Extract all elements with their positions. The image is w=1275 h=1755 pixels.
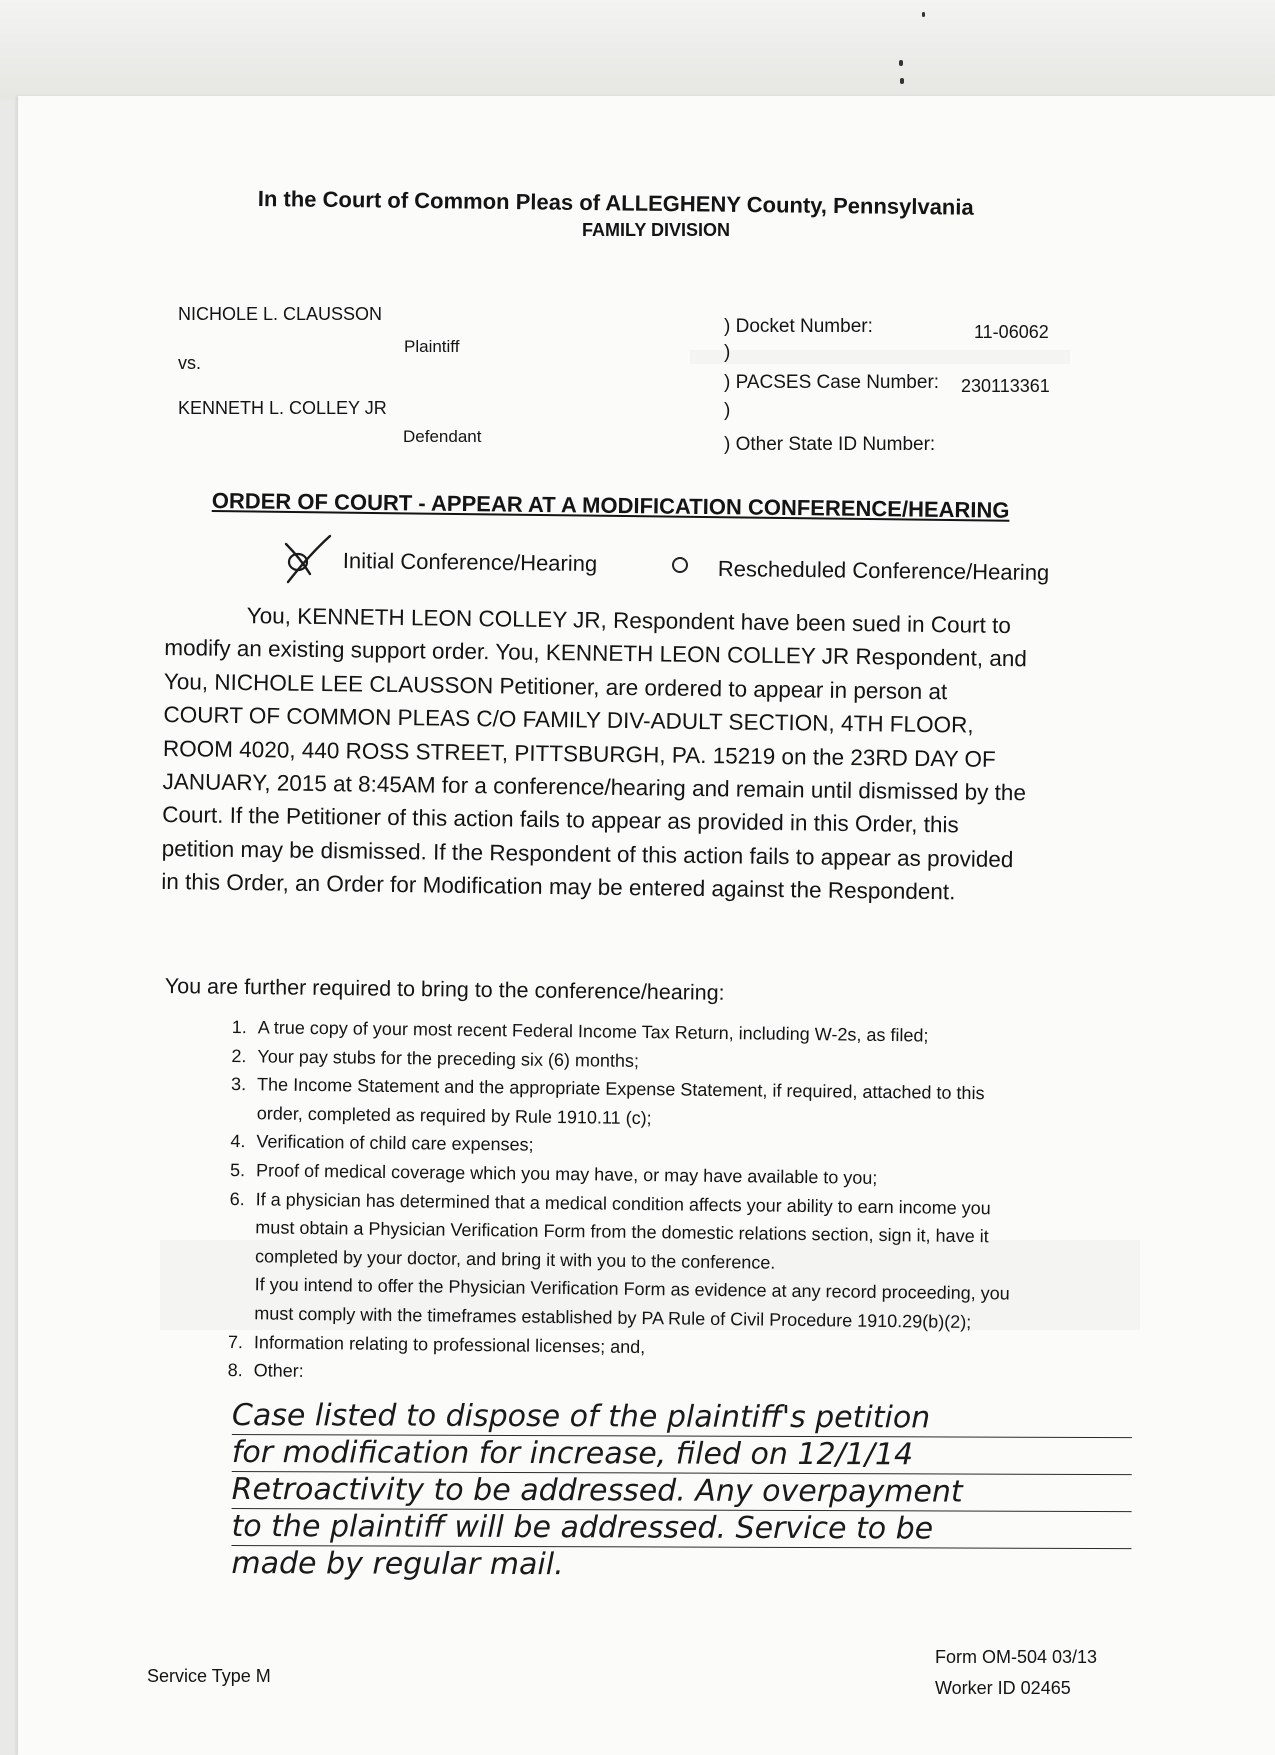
item-text: Verification of child care expenses; [256, 1131, 534, 1156]
pacses-number: 230113361 [961, 376, 1050, 396]
scanner-background [0, 0, 1275, 100]
body-line: You, KENNETH LEON COLLEY JR, Respondent have been sued in Court to [246, 603, 1012, 639]
body-line: Court. If the Petitioner of this action fails to appear as provided in this Order, this [161, 802, 959, 838]
item-text-continued: order, completed as required by Rule 1910.11 (c); [256, 1103, 652, 1128]
item-number: 3. [231, 1074, 247, 1095]
checked-x-mark-icon [280, 532, 332, 586]
handwritten-line: for modification for increase, filed on 12/1/14 [232, 1435, 1132, 1475]
other-state-id-label: ) Other State ID Number: [724, 434, 936, 455]
form-id: Form OM-504 03/13 [935, 1647, 1098, 1667]
item-text-continued: must comply with the timeframes established by PA Rule of Civil Procedure 1910.29(b)(2); [254, 1303, 972, 1332]
item-number: 8. [227, 1360, 243, 1381]
item-text-continued: must obtain a Physician Verification Form from the domestic relations section, sign it, have it [255, 1217, 989, 1247]
item-number: 4. [230, 1131, 246, 1152]
defendant-name: KENNETH L. COLLEY JR [178, 398, 387, 418]
plaintiff-name: NICHOLE L. CLAUSSON [178, 304, 383, 324]
docket-label: ) Docket Number: [724, 316, 873, 337]
item-text: Information relating to professional licenses; and, [253, 1331, 646, 1357]
option-rescheduled-hearing: Rescheduled Conference/Hearing [717, 556, 1050, 586]
plaintiff-role: Plaintiff [404, 337, 460, 356]
scan-speck [922, 12, 925, 17]
division-title: FAMILY DIVISION [582, 220, 731, 240]
handwritten-line: Case listed to dispose of the plaintiff's petition [232, 1398, 1132, 1438]
pacses-label: ) PACSES Case Number: [724, 372, 940, 393]
item-number: 7. [227, 1331, 244, 1352]
body-line: ROOM 4020, 440 ROSS STREET, PITTSBURGH, PA. 15219 on the 23RD DAY OF [162, 735, 996, 772]
handwritten-line: Retroactivity to be addressed. Any overpayment [232, 1472, 1132, 1512]
radio-unchecked-icon [672, 557, 688, 573]
worker-id: Worker ID 02465 [935, 1678, 1071, 1698]
item-number: 6. [229, 1188, 245, 1209]
body-line: JANUARY, 2015 at 8:45AM for a conference/hearing and remain until dismissed by the [162, 769, 1027, 806]
item-text: A true copy of your most recent Federal Income Tax Return, including W-2s, as filed; [257, 1017, 929, 1046]
vs-label: vs. [178, 353, 202, 373]
item-text-continued: completed by your doctor, and bring it with you to the conference. [254, 1246, 776, 1273]
scan-speck [899, 60, 903, 66]
scan-speck [900, 78, 904, 84]
defendant-role: Defendant [403, 427, 482, 446]
option-initial-hearing: Initial Conference/Hearing [342, 548, 598, 577]
service-type: Service Type M [147, 1666, 271, 1686]
bleed-through [690, 350, 1070, 364]
body-line: petition may be dismissed. If the Respondent of this action fails to appear as provided [161, 835, 1014, 872]
item-text: Your pay stubs for the preceding six (6) months; [257, 1045, 640, 1071]
item-number: 2. [231, 1045, 247, 1066]
body-line: in this Order, an Order for Modification may be entered against the Respondent. [161, 869, 956, 905]
body-line: You, NICHOLE LEE CLAUSSON Petitioner, are ordered to appear in person at [163, 668, 948, 705]
body-line: COURT OF COMMON PLEAS C/O FAMILY DIV-ADULT SECTION, 4TH FLOOR, [163, 702, 974, 738]
caption-paren: ) [724, 400, 731, 421]
caption-paren: ) [724, 342, 731, 363]
item-text: If a physician has determined that a medical condition affects your ability to earn income you [255, 1188, 991, 1218]
order-body [161, 598, 1145, 911]
item-text: Proof of medical coverage which you may have, or may have available to you; [255, 1160, 878, 1188]
item-text: The Income Statement and the appropriate Expense Statement, if required, attached to this [257, 1074, 985, 1104]
item-text-continued: If you intend to offer the Physician Verification Form as evidence at any record proceeding, you [254, 1274, 1010, 1304]
body-line: modify an existing support order. You, KENNETH LEON COLLEY JR Respondent, and [164, 635, 1027, 672]
requirements-list [227, 1013, 1111, 1395]
item-text: Other: [253, 1360, 304, 1382]
handwritten-note [231, 1398, 1132, 1585]
item-number: 1. [231, 1016, 247, 1038]
order-title: ORDER OF COURT - APPEAR AT A MODIFICATION CONFERENCE/HEARING [211, 488, 1010, 523]
court-title: In the Court of Common Pleas of ALLEGHENY County, Pennsylvania [257, 186, 974, 220]
handwritten-line: made by regular mail. [231, 1545, 564, 1583]
item-number: 5. [229, 1159, 246, 1181]
docket-number: 11-06062 [974, 322, 1049, 342]
requirements-intro: You are further required to bring to the conference/hearing: [164, 974, 725, 1005]
handwritten-line: to the plaintiff will be addressed. Service to be [231, 1509, 1131, 1549]
